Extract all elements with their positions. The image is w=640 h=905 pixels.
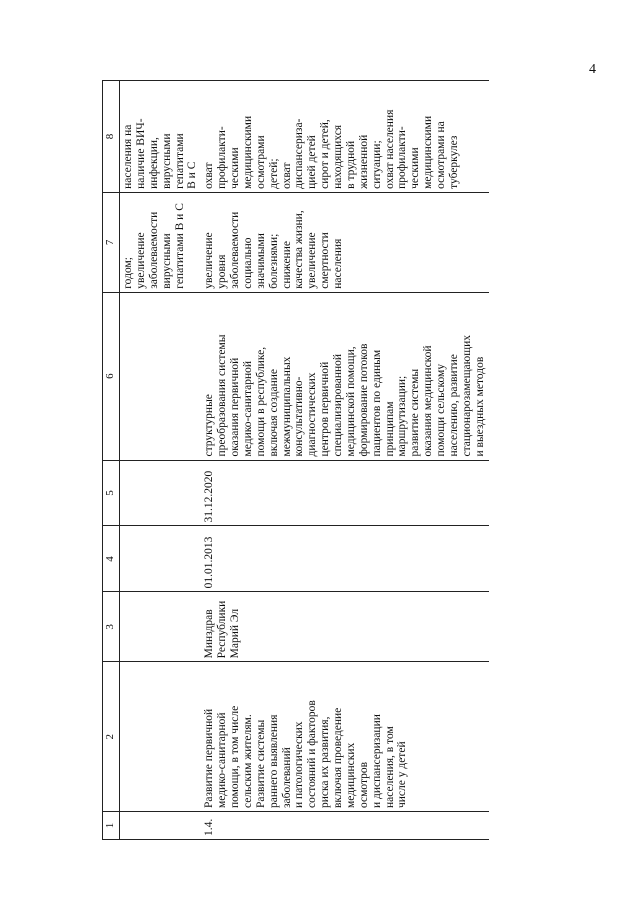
cell-number: 1.4. (201, 812, 488, 840)
header-col-2: 2 (103, 662, 120, 812)
cell-expected-result (120, 292, 202, 460)
header-col-4: 4 (103, 526, 120, 592)
header-col-1: 1 (103, 812, 120, 840)
cell-start-date: 01.01.2013 (201, 526, 488, 592)
header-col-3: 3 (103, 592, 120, 662)
header-row (103, 81, 120, 840)
page-number: 4 (589, 62, 596, 77)
cell-measure (120, 662, 202, 812)
header-col-8: 8 (103, 81, 120, 193)
cell-executor (120, 592, 202, 662)
cell-start-date (120, 526, 202, 592)
cell-end-date: 31.12.2020 (201, 460, 488, 526)
measures-table (102, 80, 489, 840)
cell-end-date (120, 460, 202, 526)
rotated-table-region (102, 80, 552, 840)
header-col-5: 5 (103, 460, 120, 526)
table-row (201, 81, 488, 840)
cell-consequences: увеличение уровня заболеваемости социально значимыми болезнями; снижение качества жизни, увеличение смертности населения (201, 192, 488, 292)
header-col-7: 7 (103, 192, 120, 292)
header-col-6: 6 (103, 292, 120, 460)
cell-expected-result: структурные преобразования системы оказания первичной медико-санитарной помощи в республике, включая создание межмуниципальных консультативно- диагностических центров первичной специализированной медицинской помощи, формирование потоков пациентов по единым принципам маршрутизации; развитие системы оказания медицинской помощи сельскому населению, развитие стационарозамещающих и выездных методов (201, 292, 488, 460)
cell-executor: Минздрав Республики Марий Эл (201, 592, 488, 662)
cell-consequences: годом; увеличение заболеваемости вирусными гепатитами В и С (120, 192, 202, 292)
continued-row (120, 81, 202, 840)
cell-indicators: охват профилакти- ческими медицинскими осмотрами детей; охват диспансериза- цией детей сирот и детей, находящихся в трудной жизненной ситуации; охват населения профилакти- ческими медицинскими осмотрами на туберкулез (201, 81, 488, 193)
cell-measure: Развитие первичной медико-санитарной помощи, в том числе сельским жителям. Развитие системы раннего выявления заболеваний и патологических состояний и факторов риска их развития, включая проведение медицинских осмотров и диспансеризации населения, в том числе у детей (201, 662, 488, 812)
cell-number (120, 812, 202, 840)
cell-indicators: населения на наличие ВИЧ- инфекции, вирусными гепатитами В и С (120, 81, 202, 193)
